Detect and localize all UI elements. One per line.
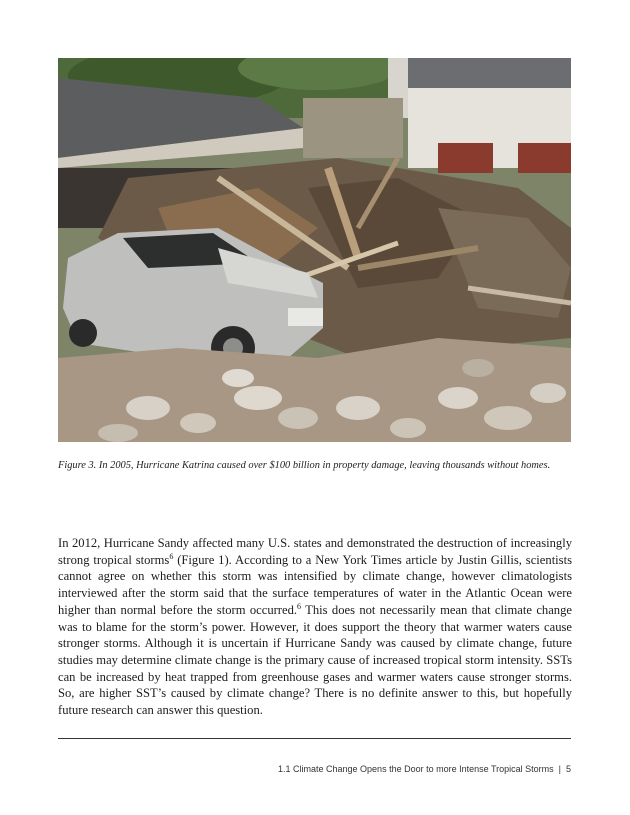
hurricane-damage-image bbox=[58, 58, 571, 442]
page-number: 5 bbox=[565, 764, 571, 774]
page-footer bbox=[278, 764, 571, 774]
body-text-part-3: This does not necessarily mean that climate change was to blame for the storm’s power. However, it does support the theory that warmer waters cause stronger storms. Although it is uncertain if Hurricane Sandy was caused by climate change, future studies may determine climate change is the primary cause of increased tropical storm intensity. SSTs can be increased by heat trapped from greenhouse gases and warmer waters cause stronger storms. So, are higher SST’s caused by climate change? There is no definite answer to this, but hopefully future research can answer this question. bbox=[58, 602, 572, 718]
body-text-part-1: In 2012, Hurricane Sandy affected many U.S. states and demonstrated the destruction of increasingly strong tropical storms bbox=[58, 536, 572, 567]
citation-superscript: 6 bbox=[169, 551, 174, 561]
body-text-part-2: (Figure 1). According to a New York Times article by Justin Gillis, scientists cannot agree on whether this storm was intensified by climate change, however climatologists interviewed after the storm said that the surface temperatures of water in the Atlantic Ocean were higher than normal before the storm occurred. bbox=[58, 552, 572, 617]
figure-photo bbox=[58, 58, 571, 442]
body-paragraph bbox=[58, 535, 572, 719]
footer-section-title: 1.1 Climate Change Opens the Door to more Intense Tropical Storms bbox=[278, 764, 554, 774]
footer-separator: | bbox=[558, 764, 561, 774]
figure-caption: Figure 3. In 2005, Hurricane Katrina caused over $100 billion in property damage, leaving thousands without homes. bbox=[58, 460, 551, 471]
citation-superscript: 6 bbox=[297, 601, 302, 611]
footer-divider bbox=[58, 738, 571, 739]
